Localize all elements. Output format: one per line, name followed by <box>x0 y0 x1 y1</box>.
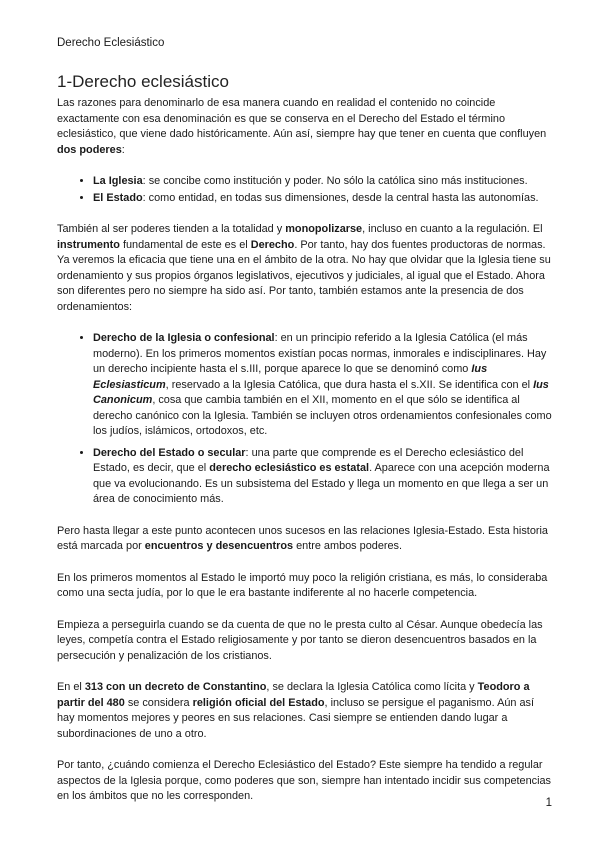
section-title: 1-Derecho eclesiástico <box>57 72 229 91</box>
page-number: 1 <box>545 797 552 809</box>
legal-orders-list <box>57 331 552 508</box>
paragraph-constantine: En el 313 con un decreto de Constantino, se declara la Iglesia Católica como lícita y Teodoro a partir del 480 se considera religión oficial del Estado, incluso se persigue el paganismo. Aún así hay momentos mejores y peores en sus relaciones. Casi siempre se entienden dando lugar a subordinaciones de uno a otro. <box>57 681 535 740</box>
paragraph-early: En los primeros momentos al Estado le importó muy poco la religión cristiana, es más, lo consideraba como una secta judía, por lo que le era bastante indiferente al no hacerle competencia. <box>57 571 548 599</box>
document-body <box>57 96 552 821</box>
paragraph-persecution: Empieza a perseguirla cuando se da cuenta de que no le presta culto al César. Aunque obedecía las leyes, competía contra el Estado religiosamente y por tanto se dieron desencuentros basados en la persecución y penalización de los cristianos. <box>57 618 543 662</box>
list-item: • El Estado: como entidad, en todas sus dimensiones, desde la central hasta las autonomías. <box>93 191 552 207</box>
list-item: • La Iglesia: se concibe como institución y poder. No sólo la católica sino más instituciones. <box>93 174 552 190</box>
running-header: Derecho Eclesiástico <box>57 37 165 49</box>
powers-list <box>57 174 552 206</box>
paragraph-intro: Las razones para denominarlo de esa manera cuando en realidad el contenido no coincide exactamente con esa denominación es que se conserva en el Derecho del Estado el término eclesiástico, que viene dado históricamente. Aún así, siempre hay que tener en cuenta que confluyen dos poderes: <box>57 97 547 156</box>
paragraph-conclusion: Por tanto, ¿cuándo comienza el Derecho Eclesiástico del Estado? Este siempre ha tendido a regular aspectos de la Iglesia porque, como poderes que son, siempre han intentado incidir sus competencias en los ámbitos que no les corresponden. <box>57 759 552 802</box>
list-item: • Derecho de la Iglesia o confesional: en un principio referido a la Iglesia Católica (el más moderno). En los primeros momentos existían pocas normas, inmorales e indisciplinares. Hay un derecho incipiente hasta el s.III, porque aparece lo que se denominó como Ius Eclesiasticum, reservado a la Iglesia Católica, que dura hasta el s.XII. Se identifica con el Ius Canonicum, cosa que cambia también en el XII, momento en el que sólo se identifica al derecho canónico con la Iglesia. También se incluyen otros ordenamientos confesionales como los judíos, islámicos, ortodoxos, etc. <box>93 331 552 440</box>
paragraph-history: Pero hasta llegar a este punto acontecen unos sucesos en las relaciones Iglesia-Estado. Esta historia está marcada por encuentros y desencuentros entre ambos poderes. <box>57 524 548 552</box>
paragraph-powers: También al ser poderes tienden a la totalidad y monopolizarse, incluso en cuanto a la regulación. El instrumento fundamental de este es el Derecho. Por tanto, hay dos fuentes productoras de normas. Ya veremos la eficacia que tiene una en el ámbito de la otra. No hay que olvidar que la Iglesia tiene su ordenamiento y sus propios órganos legislativos, ejecutivos y judiciales, al igual que el Estado. Ahora son diferentes pero no siempre ha sido así. Por tanto, también estamos ante la presencia de dos ordenamientos: <box>57 223 551 313</box>
list-item: • Derecho del Estado o secular: una parte que comprende es el Derecho eclesiástico del Estado, es decir, que el derecho eclesiástico es estatal. Aparece con una acepción moderna que va evolucionando. Es un subsistema del Estado y llega un momento en que llega a ser un área de conocimiento más. <box>93 446 552 508</box>
